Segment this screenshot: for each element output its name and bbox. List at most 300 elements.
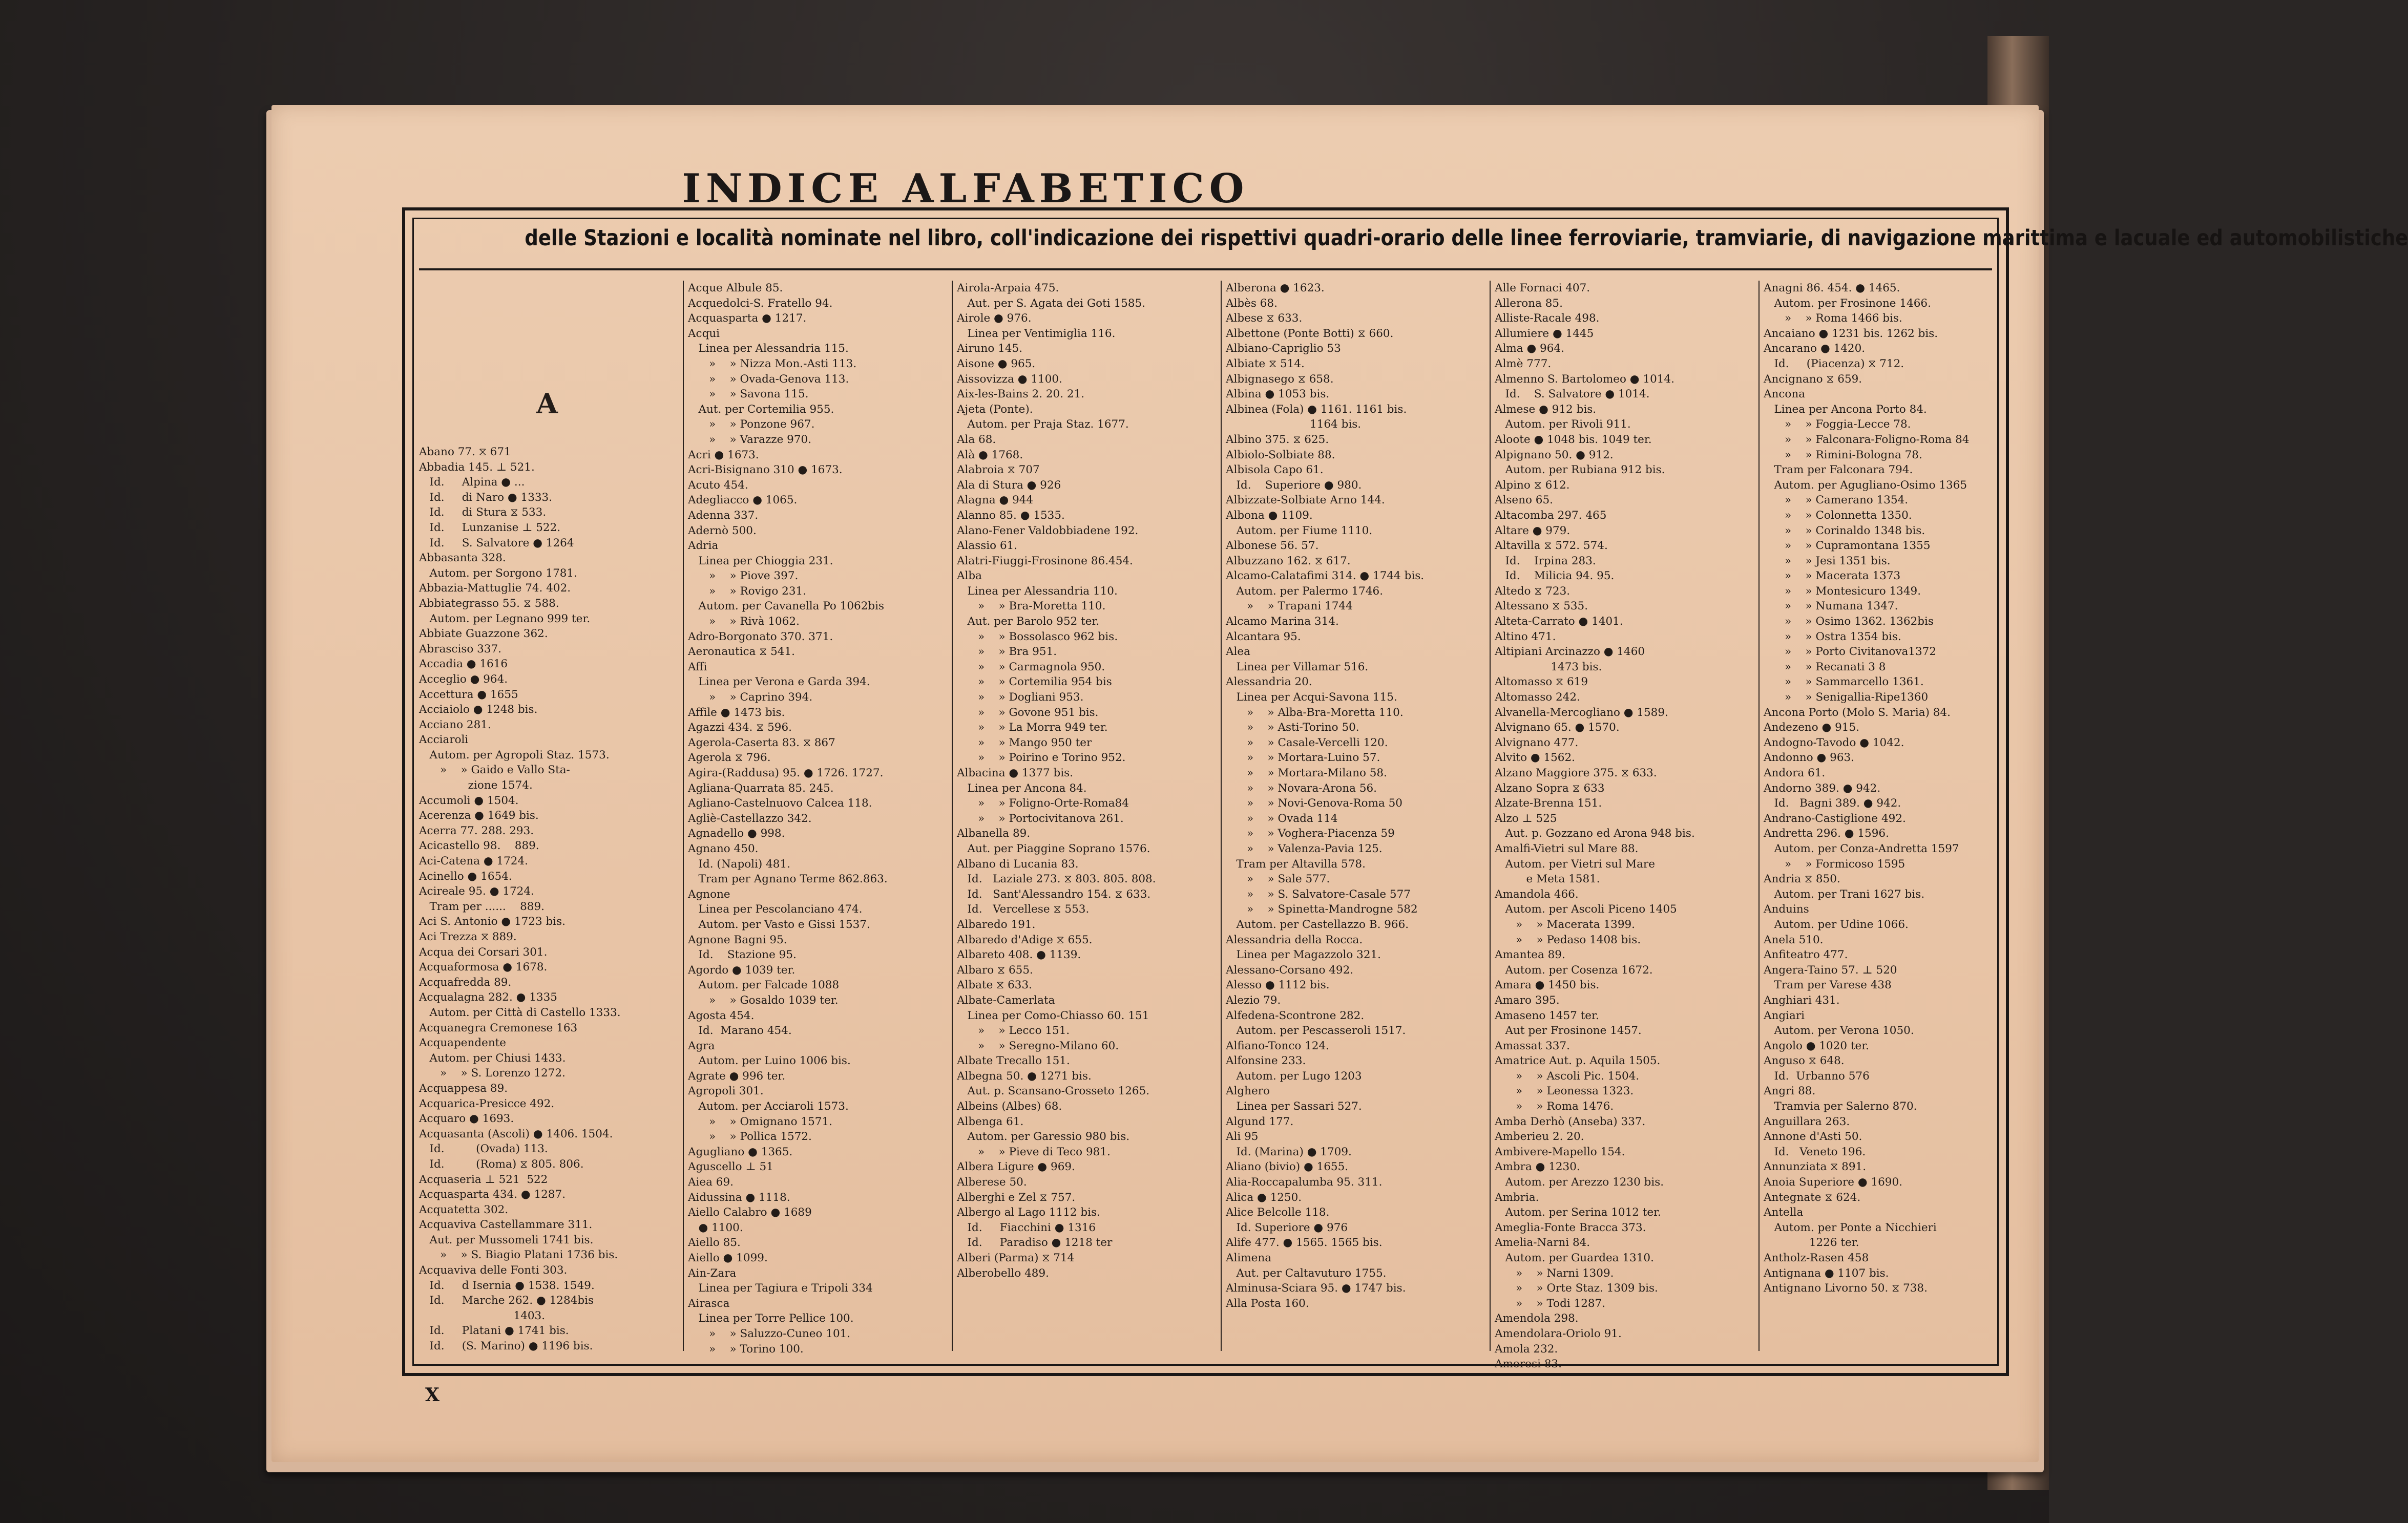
- index-entry: Albinea (Fola) ● 1161. 1161 bis.: [1226, 403, 1407, 416]
- index-entry: Alica ● 1250.: [1226, 1191, 1302, 1204]
- index-entry: Altipiani Arcinazzo ● 1460: [1495, 645, 1645, 659]
- index-entry: Linea per Acqui-Savona 115.: [1226, 691, 1397, 704]
- index-entry: Autom. per Cavanella Po 1062bis: [688, 600, 885, 613]
- index-entry: Accadia ● 1616: [419, 658, 508, 671]
- index-columns: [419, 281, 1992, 1371]
- index-entry: Albate Trecallo 151.: [957, 1054, 1070, 1068]
- index-entry: Almenno S. Bartolomeo ● 1014.: [1495, 372, 1674, 386]
- index-entry: Autom. per Serina 1012 ter.: [1495, 1206, 1661, 1219]
- index-entry: Agnadello ● 998.: [688, 827, 785, 840]
- page-subtitle: delle Stazioni e località nominate nel libro, coll'indicazione dei rispettivi quadri-orario delle linee ferroviarie, tramviarie, di navigazione marittima e lacuale ed automobilistiche: [525, 225, 2408, 251]
- index-entry: Alberi (Parma) ⧖ 714: [957, 1252, 1075, 1264]
- index-entry: Albiate ⧖ 514.: [1226, 357, 1305, 370]
- index-entry: Agordo ● 1039 ter.: [688, 963, 795, 977]
- index-entry: » » Ovada 114: [1226, 812, 1338, 825]
- index-entry: Alcantara 95.: [1226, 630, 1301, 643]
- index-entry: Agliana-Quarrata 85. 245.: [688, 781, 834, 795]
- index-entry: Abbadia 145. ⊥ 521.: [419, 460, 535, 474]
- index-entry: Id. d Isernia ● 1538. 1549.: [419, 1279, 595, 1292]
- index-entry: Tram per Varese 438: [1764, 979, 1892, 992]
- index-entry: Id. Stazione 95.: [688, 948, 797, 962]
- index-entry: Adernò 500.: [688, 524, 757, 537]
- index-entry: Alà ● 1768.: [957, 448, 1023, 461]
- column-entries: [1764, 281, 2020, 1296]
- index-entry: Abbasanta 328.: [419, 552, 506, 565]
- index-entry: Id. (Ovada) 113.: [419, 1143, 548, 1156]
- index-entry: Aliano (bivio) ● 1655.: [1226, 1160, 1349, 1174]
- index-entry: Ali 95: [1226, 1130, 1259, 1144]
- index-entry: Acceglio ● 964.: [419, 672, 508, 686]
- index-entry: Agra: [688, 1039, 715, 1052]
- column-divider: [1221, 281, 1222, 1351]
- index-entry: » » Pieve di Teco 981.: [957, 1145, 1111, 1158]
- index-entry: Aloote ● 1048 bis. 1049 ter.: [1495, 433, 1652, 446]
- index-entry: » » Roma 1476.: [1495, 1100, 1614, 1113]
- index-entry: Alvignano 65. ● 1570.: [1495, 721, 1620, 734]
- index-entry: Affi: [688, 660, 707, 673]
- index-entry: Aguscello ⊥ 51: [688, 1160, 773, 1174]
- index-entry: Agnone: [688, 887, 730, 901]
- index-entry: Id. Veneto 196.: [1764, 1145, 1866, 1158]
- index-entry: Autom. per Frosinone 1466.: [1764, 297, 1931, 310]
- index-entry: » » Macerata 1399.: [1495, 918, 1636, 931]
- index-entry: » » Senigallia-Ripe1360: [1764, 691, 1929, 704]
- index-entry: Linea per Torre Pellice 100.: [688, 1312, 854, 1325]
- column-divider: [683, 281, 684, 1351]
- index-entry: Autom. per Chiusi 1433.: [419, 1051, 566, 1065]
- index-entry: Algund 177.: [1226, 1115, 1294, 1128]
- index-entry: Id. S. Salvatore ● 1264: [419, 536, 574, 549]
- index-entry: Albanella 89.: [957, 827, 1031, 840]
- index-entry: Aci-Catena ● 1724.: [419, 855, 528, 868]
- index-entry: » » Falconara-Foligno-Roma 84: [1764, 433, 1970, 446]
- index-entry: Alagna ● 944: [957, 494, 1034, 507]
- index-entry: » » Valenza-Pavia 125.: [1226, 842, 1383, 855]
- index-entry: » » Foligno-Orte-Roma84: [957, 797, 1129, 810]
- index-entry: Autom. per Rivoli 911.: [1495, 418, 1631, 431]
- index-entry: Adegliacco ● 1065.: [688, 494, 798, 507]
- index-entry: Albaredo 191.: [957, 918, 1036, 931]
- index-entry: Tramvia per Salerno 870.: [1764, 1100, 1917, 1113]
- index-entry: Id. Platani ● 1741 bis.: [419, 1324, 569, 1338]
- index-entry: Alessandria della Rocca.: [1226, 933, 1363, 946]
- index-entry: Alseno 65.: [1495, 494, 1553, 507]
- index-column-4: [1226, 281, 1482, 1351]
- index-entry: Alberese 50.: [957, 1176, 1027, 1189]
- index-entry: Acireale 95. ● 1724.: [419, 885, 534, 898]
- index-entry: » » Novi-Genova-Roma 50: [1226, 797, 1402, 810]
- index-entry: Linea per Ancona Porto 84.: [1764, 403, 1927, 416]
- index-entry: Tram per Altavilla 578.: [1226, 857, 1366, 871]
- index-entry: Adro-Borgonato 370. 371.: [688, 630, 833, 643]
- index-entry: Ajeta (Ponte).: [957, 403, 1033, 416]
- index-entry: » » Trapani 1744: [1226, 600, 1353, 613]
- index-entry: » » Ascoli Pic. 1504.: [1495, 1069, 1640, 1083]
- column-divider: [1758, 281, 1760, 1351]
- index-entry: » » Bra-Moretta 110.: [957, 600, 1106, 613]
- index-entry: Acquappesa 89.: [419, 1082, 508, 1095]
- index-entry: Agugliano ● 1365.: [688, 1145, 793, 1158]
- index-entry: Andora 61.: [1764, 767, 1826, 779]
- subtitle-rule: [419, 268, 1992, 270]
- index-entry: » » Jesi 1351 bis.: [1764, 554, 1891, 567]
- index-entry: Alimena: [1226, 1252, 1272, 1264]
- index-entry: Autom. per Fiume 1110.: [1226, 524, 1373, 537]
- index-entry: Agliano-Castelnuovo Calcea 118.: [688, 797, 872, 810]
- index-entry: Id. Paradiso ● 1218 ter: [957, 1236, 1113, 1250]
- index-entry: » » Savona 115.: [688, 388, 809, 401]
- index-entry: » » Macerata 1373: [1764, 569, 1901, 583]
- page-number: X: [425, 1384, 439, 1406]
- index-entry: Albina ● 1053 bis.: [1226, 388, 1330, 401]
- index-entry: Amaseno 1457 ter.: [1495, 1009, 1599, 1022]
- index-entry: » » Dogliani 953.: [957, 691, 1084, 704]
- index-entry: Angolo ● 1020 ter.: [1764, 1039, 1869, 1052]
- index-entry: » » Voghera-Piacenza 59: [1226, 827, 1395, 840]
- index-entry: Acquaro ● 1693.: [419, 1112, 514, 1126]
- index-entry: Tram per Agnano Terme 862.863.: [688, 873, 888, 886]
- index-entry: Aiello Calabro ● 1689: [688, 1206, 812, 1219]
- index-entry: » » Bossolasco 962 bis.: [957, 630, 1118, 643]
- index-entry: Antella: [1764, 1206, 1804, 1219]
- index-entry: Linea per Pescolanciano 474.: [688, 903, 863, 916]
- index-entry: Agropoli 301.: [688, 1085, 764, 1098]
- index-entry: Autom. per Palermo 1746.: [1226, 584, 1384, 598]
- index-entry: Annunziata ⧖ 891.: [1764, 1160, 1867, 1174]
- index-entry: » » Spinetta-Mandrogne 582: [1226, 903, 1418, 916]
- index-entry: Acquasanta (Ascoli) ● 1406. 1504.: [419, 1127, 613, 1140]
- index-entry: Linea per Tagiura e Tripoli 334: [688, 1282, 873, 1295]
- index-entry: Id. Marche 262. ● 1284bis: [419, 1294, 594, 1307]
- index-entry: Andonno ● 963.: [1764, 751, 1855, 765]
- index-entry: Ambivere-Mapello 154.: [1495, 1145, 1625, 1158]
- index-entry: zione 1574.: [419, 779, 533, 792]
- index-entry: Albera Ligure ● 969.: [957, 1160, 1075, 1174]
- index-entry: Alzano Sopra ⧖ 633: [1495, 781, 1605, 795]
- index-entry: Acquaviva Castellammare 311.: [419, 1218, 593, 1232]
- index-entry: Linea per Villamar 516.: [1226, 660, 1369, 673]
- index-entry: Altare ● 979.: [1495, 524, 1571, 537]
- index-entry: » » Foggia-Lecce 78.: [1764, 418, 1911, 431]
- index-entry: Acqua dei Corsari 301.: [419, 945, 548, 959]
- index-entry: » » Asti-Torino 50.: [1226, 721, 1359, 734]
- index-column-1: [419, 281, 675, 1351]
- index-entry: Id. Urbanno 576: [1764, 1069, 1870, 1083]
- column-entries: [419, 445, 675, 1354]
- index-entry: » » Gaido e Vallo Sta-: [419, 764, 570, 777]
- index-entry: » » Todi 1287.: [1495, 1297, 1606, 1310]
- index-entry: Acri-Bisignano 310 ● 1673.: [688, 463, 843, 477]
- index-entry: Albate ⧖ 633.: [957, 979, 1032, 992]
- index-entry: » » Torino 100.: [688, 1342, 804, 1356]
- index-entry: Acquatetta 302.: [419, 1203, 509, 1216]
- index-entry: Altedo ⧖ 723.: [1495, 584, 1571, 598]
- index-column-2: [688, 281, 944, 1356]
- index-entry: Aut per Frosinone 1457.: [1495, 1024, 1642, 1038]
- index-entry: Autom. per Agugliano-Osimo 1365: [1764, 478, 1967, 492]
- index-entry: Id. Bagni 389. ● 942.: [1764, 797, 1901, 810]
- index-entry: » » Seregno-Milano 60.: [957, 1039, 1119, 1052]
- index-entry: » » Portocivitanova 261.: [957, 812, 1124, 825]
- index-entry: » » Colonnetta 1350.: [1764, 509, 1912, 522]
- index-entry: Alpino ⧖ 612.: [1495, 478, 1570, 492]
- index-entry: Alzate-Brenna 151.: [1495, 797, 1602, 810]
- index-entry: Amendolara-Oriolo 91.: [1495, 1327, 1622, 1340]
- column-divider: [1490, 281, 1491, 1351]
- column-entries: [1226, 281, 1482, 1311]
- index-entry: Aut. p. Scansano-Grosseto 1265.: [957, 1085, 1150, 1098]
- index-entry: Alberona ● 1623.: [1226, 282, 1325, 294]
- index-entry: Alice Belcolle 118.: [1226, 1206, 1330, 1219]
- index-entry: Amantea 89.: [1495, 948, 1565, 962]
- index-entry: » » Rovigo 231.: [688, 584, 807, 598]
- index-entry: Id. Sant'Alessandro 154. ⧖ 633.: [957, 887, 1151, 901]
- index-entry: » » Formicoso 1595: [1764, 857, 1906, 871]
- index-entry: » » Numana 1347.: [1764, 600, 1898, 613]
- index-entry: Andrano-Castiglione 492.: [1764, 812, 1906, 825]
- index-entry: » » Montesicuro 1349.: [1764, 584, 1921, 598]
- index-entry: Albuzzano 162. ⧖ 617.: [1226, 554, 1351, 567]
- index-entry: Linea per Como-Chiasso 60. 151: [957, 1009, 1149, 1022]
- index-entry: Linea per Ventimiglia 116.: [957, 327, 1116, 340]
- index-entry: Autom. per Città di Castello 1333.: [419, 1006, 621, 1019]
- index-entry: Aut. per Cortemilia 955.: [688, 403, 834, 416]
- index-entry: Autom. per Praja Staz. 1677.: [957, 418, 1129, 431]
- index-entry: Aut. per Mussomeli 1741 bis.: [419, 1233, 594, 1246]
- index-entry: Autom. per Falcade 1088: [688, 979, 840, 992]
- index-entry: Andogno-Tavodo ● 1042.: [1764, 736, 1904, 749]
- index-entry: » » Porto Civitanova1372: [1764, 645, 1936, 659]
- index-entry: Alessano-Corsano 492.: [1226, 963, 1354, 977]
- index-entry: Aut. p. Gozzano ed Arona 948 bis.: [1495, 827, 1695, 840]
- index-entry: Acquedolci-S. Fratello 94.: [688, 297, 833, 310]
- index-entry: Alvito ● 1562.: [1495, 751, 1575, 765]
- index-entry: Id. di Naro ● 1333.: [419, 491, 553, 504]
- index-entry: Ameglia-Fonte Bracca 373.: [1495, 1221, 1646, 1234]
- index-entry: Albese ⧖ 633.: [1226, 312, 1303, 325]
- index-entry: » » Ostra 1354 bis.: [1764, 630, 1901, 643]
- index-entry: » » S. Salvatore-Casale 577: [1226, 887, 1411, 901]
- index-entry: Linea per Alessandria 115.: [688, 342, 849, 355]
- index-entry: Id. S. Salvatore ● 1014.: [1495, 388, 1650, 401]
- index-entry: Alberghi e Zel ⧖ 757.: [957, 1191, 1076, 1204]
- index-entry: Autom. per Acciaroli 1573.: [688, 1100, 849, 1113]
- index-entry: Alcamo Marina 314.: [1226, 615, 1339, 628]
- index-entry: Id. (S. Marino) ● 1196 bis.: [419, 1340, 593, 1353]
- index-entry: Autom. per Guardea 1310.: [1495, 1252, 1654, 1264]
- index-entry: » » Casale-Vercelli 120.: [1226, 736, 1388, 749]
- index-entry: Agerola-Caserta 83. ⧖ 867: [688, 736, 835, 749]
- index-entry: Aisone ● 965.: [957, 357, 1036, 370]
- index-entry: Autom. per Vietri sul Mare: [1495, 857, 1655, 871]
- index-entry: Almese ● 912 bis.: [1495, 403, 1597, 416]
- index-entry: Agerola ⧖ 796.: [688, 751, 771, 765]
- index-entry: Amba Derhò (Anseba) 337.: [1495, 1115, 1646, 1128]
- index-entry: Acciaroli: [419, 733, 469, 747]
- index-column-3: [957, 281, 1213, 1351]
- index-entry: » » Piove 397.: [688, 569, 799, 583]
- index-entry: Alatri-Fiuggi-Frosinone 86.454.: [957, 554, 1133, 567]
- index-entry: Ala di Stura ● 926: [957, 478, 1061, 492]
- index-entry: Linea per Chioggia 231.: [688, 554, 833, 567]
- index-entry: » » Lecco 151.: [957, 1024, 1070, 1038]
- index-entry: Alcamo-Calatafimi 314. ● 1744 bis.: [1226, 569, 1425, 583]
- index-entry: Allumiere ● 1445: [1495, 327, 1594, 340]
- index-entry: ● 1100.: [688, 1221, 743, 1234]
- index-entry: Albergo al Lago 1112 bis.: [957, 1206, 1100, 1219]
- index-entry: Amaro 395.: [1495, 993, 1560, 1007]
- index-entry: 1226 ter.: [1764, 1236, 1859, 1250]
- index-entry: Albiolo-Solbiate 88.: [1226, 448, 1335, 461]
- index-entry: » » Bra 951.: [957, 645, 1057, 659]
- index-entry: » » S. Lorenzo 1272.: [419, 1067, 566, 1080]
- index-entry: Alma ● 964.: [1495, 342, 1564, 355]
- index-entry: Albate-Camerlata: [957, 993, 1055, 1007]
- index-entry: Linea per Sassari 527.: [1226, 1100, 1362, 1113]
- index-entry: Albeins (Albes) 68.: [957, 1100, 1062, 1113]
- column-entries: [688, 281, 944, 1357]
- index-entry: » » Orte Staz. 1309 bis.: [1495, 1282, 1658, 1295]
- index-entry: Andria ⧖ 850.: [1764, 873, 1840, 886]
- index-entry: Albaro ⧖ 655.: [957, 963, 1033, 977]
- index-entry: Autom. per Arezzo 1230 bis.: [1495, 1176, 1664, 1189]
- index-entry: Adria: [688, 539, 719, 553]
- index-entry: Aci Trezza ⧖ 889.: [419, 930, 517, 943]
- index-entry: Autom. per Pescasseroli 1517.: [1226, 1024, 1406, 1038]
- index-entry: » » Alba-Bra-Moretta 110.: [1226, 706, 1404, 719]
- column-entries: [957, 281, 1213, 1281]
- index-entry: Id. (Roma) ⧖ 805. 806.: [419, 1157, 584, 1171]
- index-entry: Id. Superiore ● 976: [1226, 1221, 1348, 1234]
- index-entry: » » Camerano 1354.: [1764, 494, 1909, 507]
- index-entry: Alabroia ⧖ 707: [957, 463, 1040, 477]
- index-entry: Abano 77. ⧖ 671: [419, 446, 511, 458]
- index-entry: Id. Laziale 273. ⧖ 803. 805. 808.: [957, 873, 1156, 886]
- book-page: [271, 105, 2408, 1462]
- index-entry: Albignasego ⧖ 658.: [1226, 372, 1334, 386]
- index-entry: Angri 88.: [1764, 1085, 1816, 1098]
- index-entry: Aidussina ● 1118.: [688, 1191, 790, 1204]
- index-entry: Alanno 85. ● 1535.: [957, 509, 1065, 522]
- index-entry: » » Varazze 970.: [688, 433, 812, 446]
- index-entry: Ancona Porto (Molo S. Maria) 84.: [1764, 706, 1951, 719]
- index-entry: Abbiategrasso 55. ⧖ 588.: [419, 597, 559, 610]
- index-entry: Albona ● 1109.: [1226, 509, 1313, 522]
- index-entry: Id. Marano 454.: [688, 1024, 792, 1038]
- index-entry: Autom. per Trani 1627 bis.: [1764, 887, 1925, 901]
- index-entry: » » Ponzone 967.: [688, 418, 815, 431]
- index-entry: Acquaviva delle Fonti 303.: [419, 1264, 568, 1277]
- index-entry: Albaredo d'Adige ⧖ 655.: [957, 933, 1093, 946]
- index-entry: Adenna 337.: [688, 509, 759, 522]
- section-letter: A: [536, 387, 558, 420]
- index-entry: Albano di Lucania 83.: [957, 857, 1079, 871]
- index-entry: Ambra ● 1230.: [1495, 1160, 1580, 1174]
- index-entry: Agazzi 434. ⧖ 596.: [688, 721, 792, 734]
- index-entry: Acquaformosa ● 1678.: [419, 961, 548, 974]
- index-entry: Id. di Stura ⧖ 533.: [419, 506, 547, 519]
- index-entry: » » Mortara-Luino 57.: [1226, 751, 1380, 765]
- index-entry: » » Govone 951 bis.: [957, 706, 1099, 719]
- index-entry: Acerenza ● 1649 bis.: [419, 809, 539, 822]
- index-entry: Alia-Roccapalumba 95. 311.: [1226, 1176, 1383, 1189]
- index-entry: » » Sammarcello 1361.: [1764, 675, 1924, 689]
- index-entry: » » Mortara-Milano 58.: [1226, 767, 1387, 779]
- index-entry: Autom. per Vasto e Gissi 1537.: [688, 918, 870, 931]
- index-entry: Autom. per Legnano 999 ter.: [419, 612, 591, 625]
- index-entry: Acquarica-Presicce 492.: [419, 1097, 555, 1110]
- index-entry: Aut. per Caltavuturo 1755.: [1226, 1266, 1387, 1280]
- index-entry: Albacina ● 1377 bis.: [957, 767, 1074, 779]
- index-entry: Anagni 86. 454. ● 1465.: [1764, 282, 1900, 294]
- index-entry: Autom. per Garessio 980 bis.: [957, 1130, 1130, 1144]
- index-entry: Angera-Taino 57. ⊥ 520: [1764, 963, 1897, 977]
- index-entry: Alfonsine 233.: [1226, 1054, 1306, 1068]
- index-entry: Acicastello 98. 889.: [419, 839, 539, 853]
- index-entry: Amara ● 1450 bis.: [1495, 979, 1600, 992]
- index-entry: » » La Morra 949 ter.: [957, 721, 1108, 734]
- index-entry: Albenga 61.: [957, 1115, 1024, 1128]
- index-entry: Anghiari 431.: [1764, 993, 1840, 1007]
- index-entry: Acinello ● 1654.: [419, 870, 512, 883]
- index-entry: Ala 68.: [957, 433, 996, 446]
- index-entry: Alliste-Racale 498.: [1495, 312, 1600, 325]
- index-entry: Albiano-Capriglio 53: [1226, 342, 1341, 355]
- index-column-5: [1495, 281, 1751, 1371]
- index-entry: Linea per Alessandria 110.: [957, 584, 1118, 598]
- index-entry: Autom. per Rubiana 912 bis.: [1495, 463, 1665, 477]
- index-entry: Aix-les-Bains 2. 20. 21.: [957, 388, 1085, 401]
- index-entry: Acquapendente: [419, 1037, 507, 1050]
- index-entry: Autom. per Cosenza 1672.: [1495, 963, 1653, 977]
- index-entry: Ancignano ⧖ 659.: [1764, 372, 1862, 386]
- index-entry: Aeronautica ⧖ 541.: [688, 645, 795, 659]
- index-entry: Anduins: [1764, 903, 1809, 916]
- index-entry: Alife 477. ● 1565. 1565 bis.: [1226, 1236, 1383, 1250]
- index-entry: » » Nizza Mon.-Asti 113.: [688, 357, 857, 370]
- index-entry: Annone d'Asti 50.: [1764, 1130, 1862, 1144]
- index-entry: Airole ● 976.: [957, 312, 1032, 325]
- index-entry: Accumoli ● 1504.: [419, 794, 519, 807]
- index-entry: » » Omignano 1571.: [688, 1115, 832, 1128]
- index-entry: Alfiano-Tonco 124.: [1226, 1039, 1330, 1052]
- index-entry: Linea per Ancona 84.: [957, 781, 1087, 795]
- index-entry: Aut. per S. Agata dei Goti 1585.: [957, 297, 1146, 310]
- index-entry: Acquasparta ● 1217.: [688, 312, 807, 325]
- index-entry: » » Roma 1466 bis.: [1764, 312, 1902, 325]
- index-entry: Ancaiano ● 1231 bis. 1262 bis.: [1764, 327, 1938, 340]
- index-entry: Id. Irpina 283.: [1495, 554, 1596, 567]
- index-entry: Affile ● 1473 bis.: [688, 706, 785, 719]
- index-entry: Aci S. Antonio ● 1723 bis.: [419, 915, 566, 928]
- index-entry: Acqui: [688, 327, 720, 340]
- index-entry: Anfiteatro 477.: [1764, 948, 1848, 962]
- index-entry: Autom. per Ascoli Piceno 1405: [1495, 903, 1677, 916]
- index-entry: Agrate ● 996 ter.: [688, 1069, 786, 1083]
- index-column-6: [1764, 281, 2020, 1351]
- index-entry: » » Gosaldo 1039 ter.: [688, 993, 839, 1007]
- index-entry: 1403.: [419, 1309, 546, 1322]
- index-entry: Aiello 85.: [688, 1236, 741, 1250]
- index-entry: Ain-Zara: [688, 1266, 737, 1280]
- index-entry: Id. Lunzanise ⊥ 522.: [419, 521, 561, 534]
- index-entry: Alfedena-Scontrone 282.: [1226, 1009, 1365, 1022]
- index-entry: Acuto 454.: [688, 478, 748, 492]
- index-entry: Aut. per Barolo 952 ter.: [957, 615, 1100, 628]
- index-entry: Agira-(Raddusa) 95. ● 1726. 1727.: [688, 767, 884, 779]
- index-entry: » » Rimini-Bologna 78.: [1764, 448, 1922, 461]
- index-entry: Amandola 466.: [1495, 887, 1579, 901]
